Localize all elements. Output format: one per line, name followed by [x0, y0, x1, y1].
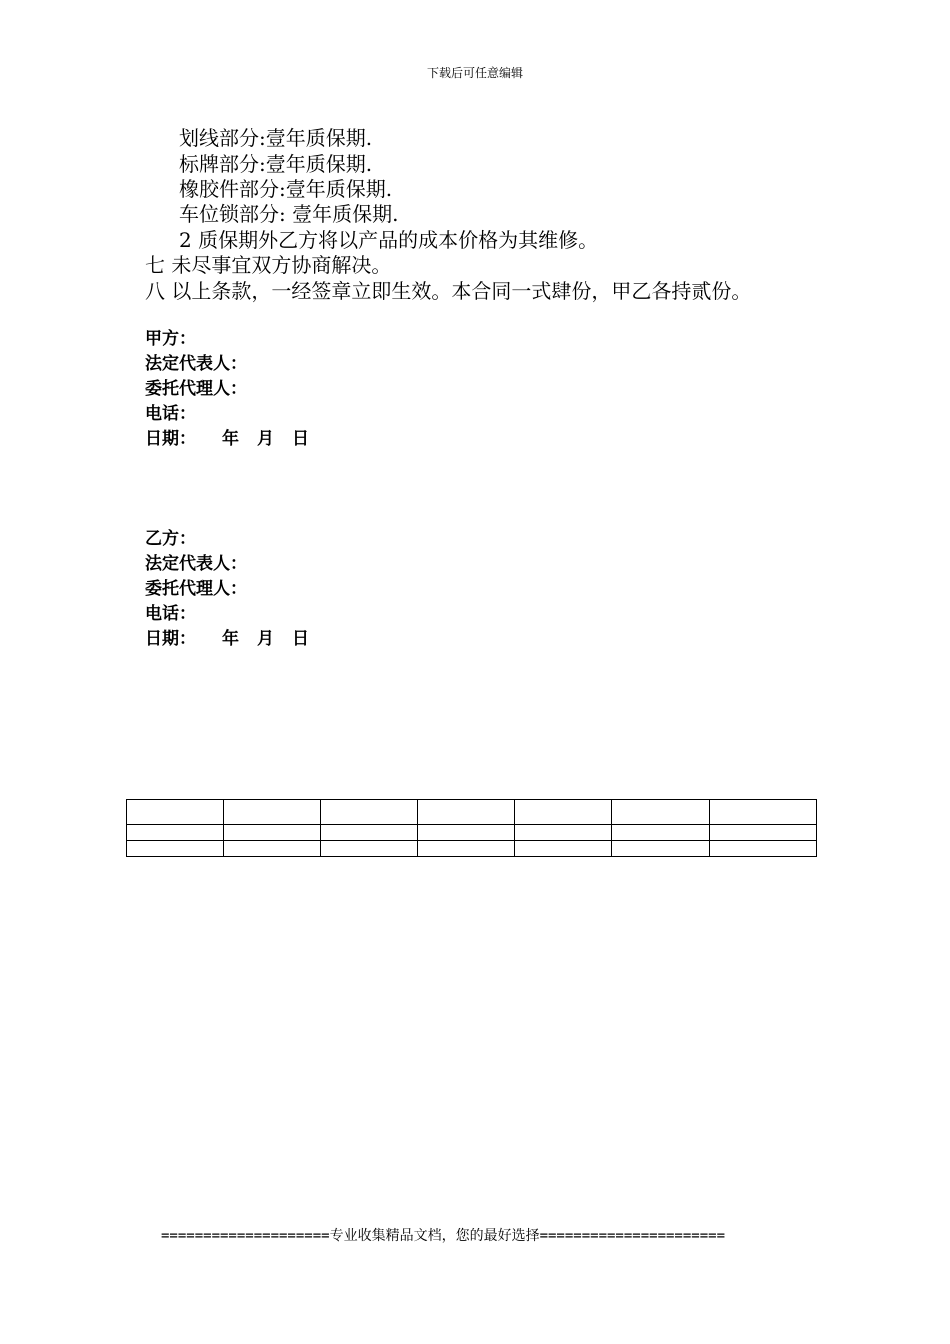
table-cell	[612, 800, 710, 825]
table-cell	[224, 841, 321, 857]
table-cell	[224, 800, 321, 825]
warranty-line-signs: 标牌部分:壹年质保期.	[179, 152, 373, 176]
party-b-phone-label: 电话：	[145, 604, 196, 624]
table-cell	[321, 841, 418, 857]
party-b-year-label: 年	[222, 629, 239, 649]
clause-eight: 八 以上条款，一经签章立即生效。本合同一式肆份，甲乙各持贰份。	[145, 279, 752, 303]
table-cell	[515, 841, 612, 857]
party-b-agent-label: 委托代理人：	[145, 579, 247, 599]
warranty-line-post-warranty: 2 质保期外乙方将以产品的成本价格为其维修。	[179, 228, 599, 252]
party-a-date-line	[145, 428, 309, 450]
table-cell	[710, 800, 817, 825]
party-a-month-label: 月	[257, 429, 274, 449]
warranty-line-marking: 划线部分:壹年质保期.	[179, 126, 373, 150]
party-a-year-label: 年	[222, 429, 239, 449]
party-b-day-label: 日	[292, 629, 309, 649]
party-a-agent-label: 委托代理人：	[145, 379, 247, 399]
table-cell	[418, 800, 515, 825]
page-header: 下载后可任意编辑	[426, 66, 523, 80]
table-row	[127, 825, 817, 841]
table-cell	[710, 825, 817, 841]
table-cell	[321, 825, 418, 841]
party-a-phone-label: 电话：	[145, 404, 196, 424]
party-b-label: 乙方：	[145, 529, 196, 549]
party-b-legal-rep-label: 法定代表人：	[145, 554, 247, 574]
party-b-date-label: 日期：	[145, 629, 196, 649]
table-cell	[515, 800, 612, 825]
blank-table	[126, 799, 817, 857]
table-cell	[418, 841, 515, 857]
table-row	[127, 800, 817, 825]
party-b-date-line	[145, 628, 309, 650]
page-footer: ====================专业收集精品文档，您的最好选择======================	[161, 1228, 726, 1244]
table-cell	[127, 800, 224, 825]
table-row	[127, 841, 817, 857]
party-a-day-label: 日	[292, 429, 309, 449]
table-cell	[418, 825, 515, 841]
warranty-line-parking-lock: 车位锁部分: 壹年质保期.	[179, 202, 399, 226]
warranty-line-rubber: 橡胶件部分:壹年质保期.	[179, 177, 393, 201]
table-cell	[612, 825, 710, 841]
table-cell	[515, 825, 612, 841]
party-b-month-label: 月	[257, 629, 274, 649]
table-cell	[612, 841, 710, 857]
party-a-date-label: 日期：	[145, 429, 196, 449]
table-cell	[127, 841, 224, 857]
table-cell	[710, 841, 817, 857]
party-a-legal-rep-label: 法定代表人：	[145, 354, 247, 374]
table-cell	[224, 825, 321, 841]
clause-seven: 七 未尽事宜双方协商解决。	[145, 253, 392, 277]
table-cell	[321, 800, 418, 825]
party-a-label: 甲方：	[145, 329, 196, 349]
table-cell	[127, 825, 224, 841]
